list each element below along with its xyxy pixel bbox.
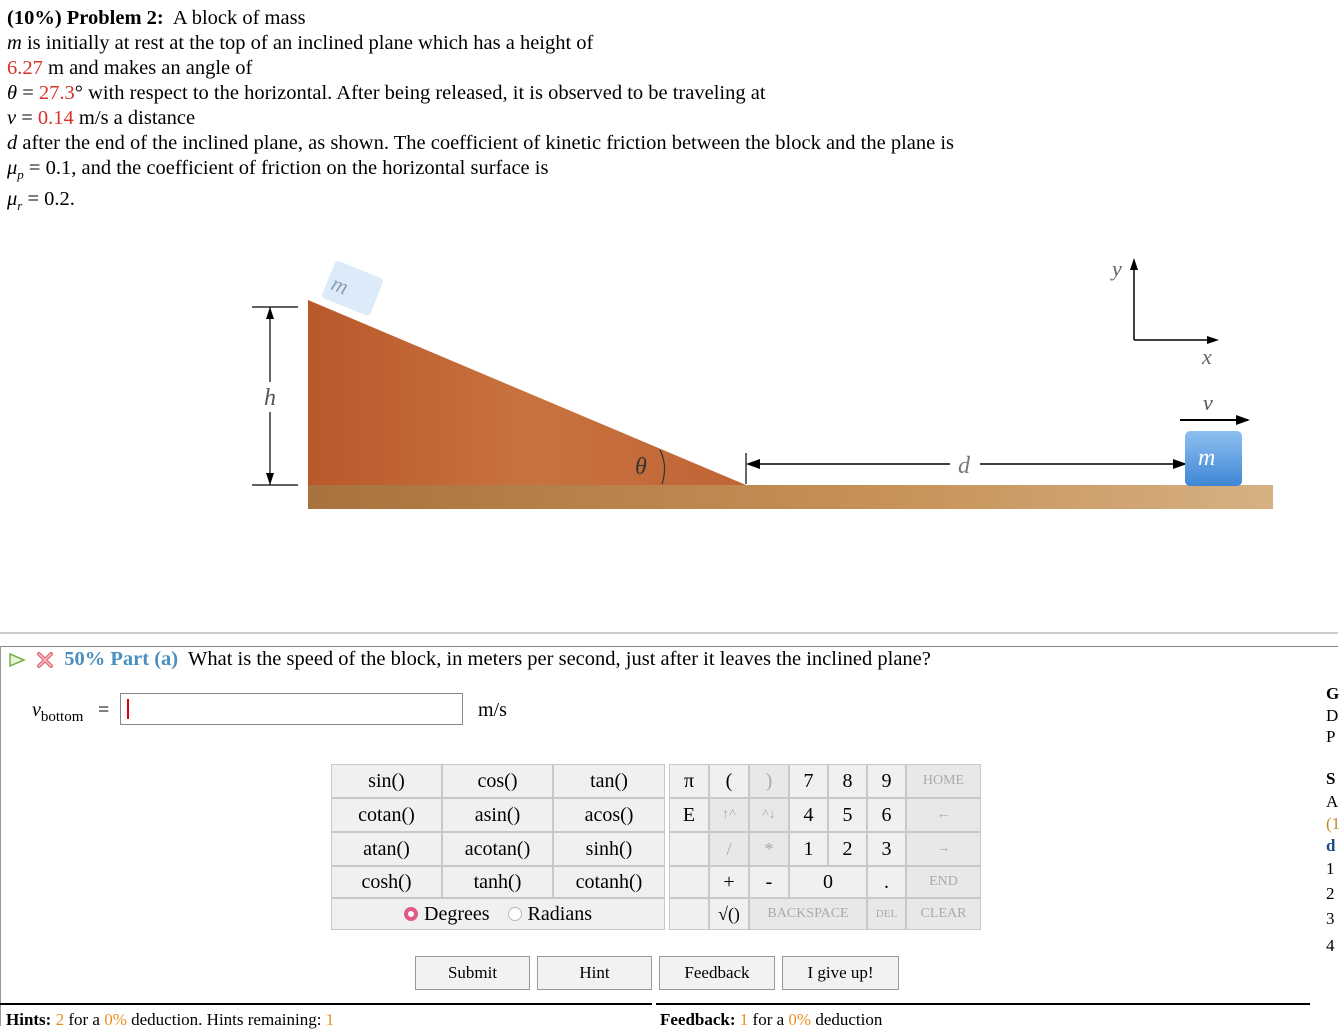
key-2[interactable]: 2 (828, 832, 867, 866)
key-blank-3 (669, 898, 709, 930)
height-unit-text: m and makes an angle of (48, 57, 253, 79)
key-acotan[interactable]: acotan() (442, 832, 553, 866)
mu-p-sub: p (17, 167, 24, 183)
key-end[interactable]: END (906, 866, 981, 898)
right-col-p: P (1326, 727, 1336, 746)
key-decimal[interactable]: . (867, 866, 906, 898)
feedback-button[interactable]: Feedback (659, 956, 775, 990)
key-backspace[interactable]: BACKSPACE (749, 898, 867, 930)
key-atan[interactable]: atan() (331, 832, 442, 866)
key-forward-arrow[interactable]: → (906, 832, 981, 866)
key-sin[interactable]: sin() (331, 764, 442, 798)
equals-sign: = (21, 107, 33, 129)
x-label: x (1202, 344, 1212, 369)
hints-text: deduction. Hints remaining: (131, 1010, 322, 1029)
hint-button[interactable]: Hint (537, 956, 652, 990)
problem-intro: A block of mass (172, 7, 306, 29)
key-asin[interactable]: asin() (442, 798, 553, 832)
hints-label: Hints: (6, 1010, 52, 1029)
right-col-d: D (1326, 706, 1339, 725)
hints-remaining: 1 (325, 1010, 335, 1029)
answer-variable (32, 699, 83, 726)
speed-text: m/s a distance (78, 107, 196, 129)
angle-mode-selector (331, 898, 665, 930)
inclined-plane (308, 300, 746, 485)
part-label: Part (a) (110, 648, 179, 670)
submit-button[interactable]: Submit (415, 956, 530, 990)
key-1[interactable]: 1 (789, 832, 828, 866)
part-heading (8, 648, 931, 671)
key-minus[interactable]: - (749, 866, 789, 898)
key-multiply[interactable]: * (749, 832, 789, 866)
key-back-arrow[interactable]: ← (906, 798, 981, 832)
d-variable: d (7, 132, 18, 154)
feedback-label: Feedback: (660, 1010, 736, 1029)
right-col-3: 3 (1326, 909, 1335, 928)
hints-count: 2 (55, 1010, 65, 1029)
right-col-1: 1 (1326, 859, 1335, 878)
part-left-border (0, 646, 1, 1026)
block-bottom-label: m (1198, 445, 1216, 471)
height-label: h (264, 385, 276, 411)
answer-input[interactable] (120, 693, 463, 725)
angle-value: 27.3 (38, 82, 75, 104)
ground-surface (308, 485, 1273, 509)
degrees-label: Degrees (424, 902, 490, 925)
mu-p-value: 0.1 (45, 157, 72, 179)
d-text: after the end of the inclined plane, as shown. The coefficient of kinetic friction between the block and the plane is (22, 132, 955, 154)
key-6[interactable]: 6 (867, 798, 906, 832)
mu-r-value: 0.2. (44, 188, 75, 211)
key-home[interactable]: HOME (906, 764, 981, 798)
feedback-percent: 0% (788, 1010, 812, 1029)
v-variable: v (7, 107, 17, 129)
d-label: d (958, 453, 970, 479)
hints-summary (6, 1010, 334, 1030)
key-5[interactable]: 5 (828, 798, 867, 832)
key-acos[interactable]: acos() (553, 798, 665, 832)
key-cotan[interactable]: cotan() (331, 798, 442, 832)
key-blank-2 (669, 866, 709, 898)
theta-label: θ (635, 454, 647, 480)
theta-variable: θ (7, 82, 18, 104)
feedback-count: 1 (739, 1010, 749, 1029)
height-value: 6.27 (7, 57, 43, 79)
key-tan[interactable]: tan() (553, 764, 665, 798)
key-3[interactable]: 3 (867, 832, 906, 866)
feedback-text: deduction (815, 1010, 883, 1029)
degrees-radio[interactable] (404, 907, 418, 921)
mu-p-text: , and the coefficient of friction on the horizontal surface is (71, 157, 549, 179)
problem-weight: (10%) (7, 7, 62, 29)
key-clear[interactable]: CLEAR (906, 898, 981, 930)
right-col-2: 2 (1326, 884, 1335, 903)
mu-r-sub: r (17, 198, 23, 214)
answer-var: v (32, 699, 41, 721)
key-divide[interactable]: / (709, 832, 749, 866)
answer-var-sub: bottom (40, 709, 84, 725)
incline-figure (240, 240, 1280, 520)
right-col-paren: (1 (1326, 814, 1340, 833)
key-9[interactable]: 9 (867, 764, 906, 798)
key-left-paren[interactable]: ( (709, 764, 749, 798)
mu-p-variable: μ (7, 157, 18, 179)
key-4[interactable]: 4 (789, 798, 828, 832)
problem-label: Problem 2: (66, 7, 164, 29)
degree-mark: ° (74, 82, 83, 104)
key-down[interactable]: ^↓ (749, 798, 789, 832)
mu-r-variable: μ (7, 188, 18, 211)
answer-equals: = (98, 699, 110, 721)
part-top-border (0, 646, 1338, 647)
part-question: What is the speed of the block, in meters per second, just after it leaves the inclined plane? (188, 648, 931, 670)
y-label: y (1112, 256, 1122, 281)
key-up[interactable]: ↑^ (709, 798, 749, 832)
mass-variable: m (7, 32, 22, 54)
key-e[interactable]: E (669, 798, 709, 832)
key-blank-1 (669, 832, 709, 866)
right-col-4: 4 (1326, 936, 1335, 955)
key-0[interactable]: 0 (789, 866, 867, 898)
hints-divider (0, 1003, 652, 1005)
key-sqrt[interactable]: √() (709, 898, 749, 930)
key-8[interactable]: 8 (828, 764, 867, 798)
block-top-label: m (328, 270, 353, 300)
give-up-button[interactable]: I give up! (782, 956, 899, 990)
feedback-divider (656, 1003, 1310, 1005)
key-cos[interactable]: cos() (442, 764, 553, 798)
right-col-d2: d (1326, 836, 1336, 855)
right-col-s: S (1326, 769, 1336, 788)
right-col-g: G (1326, 684, 1340, 703)
radians-label: Radians (527, 902, 592, 925)
key-sinh[interactable]: sinh() (553, 832, 665, 866)
key-del[interactable]: DEL (867, 898, 906, 930)
right-col-a: A (1326, 792, 1339, 811)
problem-statement (7, 6, 1327, 218)
key-cosh[interactable]: cosh() (331, 866, 442, 898)
feedback-summary (660, 1010, 882, 1030)
key-tanh[interactable]: tanh() (442, 866, 553, 898)
text-caret (127, 699, 129, 719)
problem-line2: is initially at rest at the top of an inclined plane which has a height of (26, 32, 594, 54)
equals-sign: = (27, 188, 40, 211)
incorrect-x-icon (35, 651, 55, 669)
angle-text: with respect to the horizontal. After being released, it is observed to be traveling at (88, 82, 766, 104)
key-7[interactable]: 7 (789, 764, 828, 798)
section-divider (0, 632, 1338, 634)
answer-unit: m/s (478, 699, 507, 721)
key-cotanh[interactable]: cotanh() (553, 866, 665, 898)
hints-percent: 0% (104, 1010, 127, 1029)
key-right-paren[interactable]: ) (749, 764, 789, 798)
radians-radio[interactable] (508, 907, 522, 921)
speed-value: 0.14 (37, 107, 74, 129)
equals-sign: = (28, 157, 41, 179)
play-icon[interactable] (8, 652, 26, 668)
equals-sign: = (22, 82, 34, 104)
v-label: v (1203, 390, 1213, 415)
hints-for: for a (68, 1010, 100, 1029)
key-pi[interactable]: π (669, 764, 709, 798)
feedback-for: for a (752, 1010, 785, 1029)
part-percent: 50% (64, 648, 106, 670)
key-plus[interactable]: + (709, 866, 749, 898)
